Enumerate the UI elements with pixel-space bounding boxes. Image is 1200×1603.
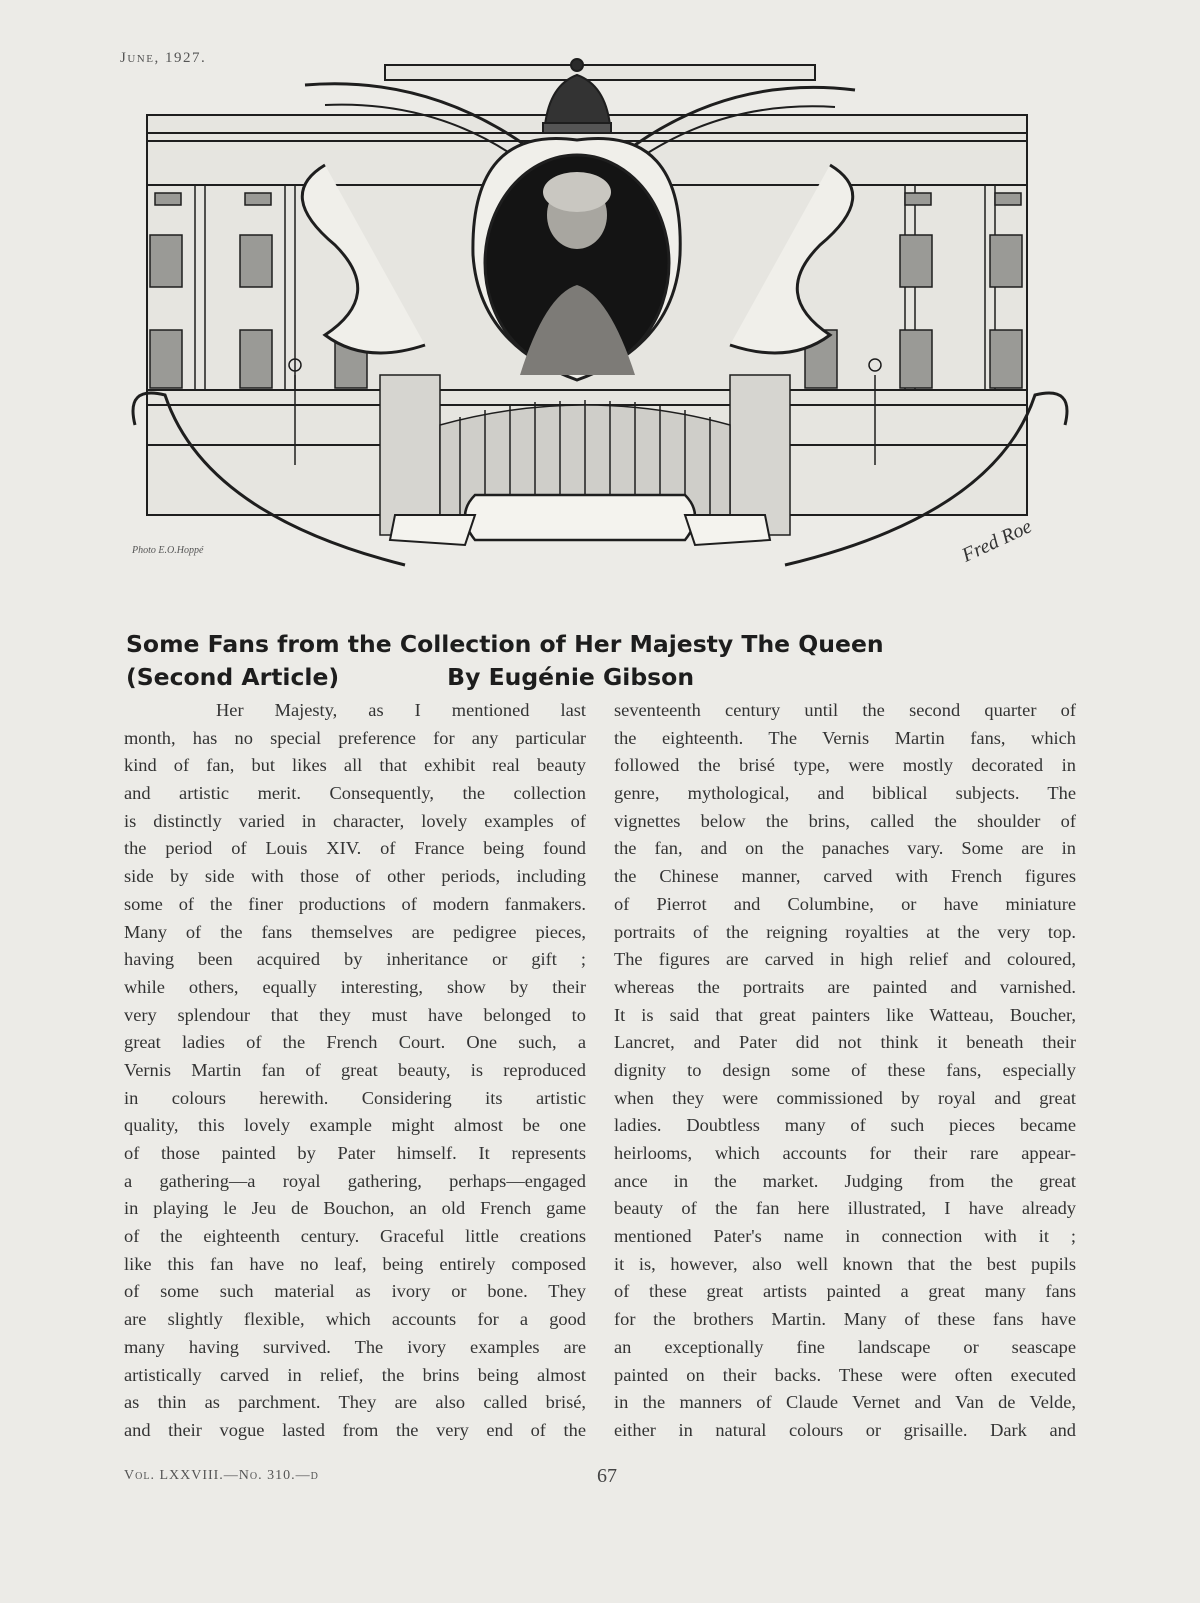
- text-line: when they were commissioned by royal and great: [614, 1087, 1076, 1108]
- article-headline: [126, 628, 1086, 694]
- text-line: side by side with those of other periods, including: [124, 866, 586, 887]
- article-subtitle: (Second Article): [126, 663, 340, 691]
- text-line: a gathering—a royal gathering, perhaps—engaged: [124, 1170, 586, 1191]
- text-line: mentioned Pater's name in connection with it ;: [614, 1226, 1076, 1247]
- text-line: beauty of the fan here illustrated, I have already: [614, 1198, 1076, 1219]
- text-line: for the brothers Martin. Many of these fans have: [614, 1309, 1076, 1330]
- text-line: the Chinese manner, carved with French figures: [614, 866, 1076, 887]
- text-line: vignettes below the brins, called the shoulder of: [614, 810, 1076, 831]
- text-line: Many of the fans themselves are pedigree pieces,: [124, 921, 586, 942]
- text-line: great ladies of the French Court. One such, a: [124, 1032, 586, 1053]
- article-byline: By Eugénie Gibson: [447, 663, 695, 691]
- left-column: [124, 697, 586, 1445]
- palace-illustration: [125, 45, 1075, 585]
- text-line: some of the finer productions of modern fanmakers.: [124, 893, 586, 914]
- text-line: It is said that great painters like Watteau, Boucher,: [614, 1004, 1076, 1025]
- text-line: whereas the portraits are painted and varnished.: [614, 976, 1076, 997]
- text-line: of those painted by Pater himself. It represents: [124, 1143, 586, 1163]
- text-line: and artistic merit. Consequently, the collection: [124, 783, 586, 804]
- text-line: heirlooms, which accounts for their rare appear-: [614, 1143, 1076, 1163]
- article-title: Some Fans from the Collection of Her Majesty The Queen: [126, 630, 884, 658]
- text-line: the fan, and on the panaches vary. Some are in: [614, 838, 1076, 859]
- text-line: an exceptionally fine landscape or seascape: [614, 1336, 1076, 1357]
- text-line: of the eighteenth century. Graceful little creations: [124, 1226, 586, 1247]
- text-line: dignity to design some of these fans, especially: [614, 1059, 1076, 1080]
- text-line: ance in the market. Judging from the great: [614, 1170, 1076, 1191]
- text-line: followed the brisé type, were mostly decorated in: [614, 755, 1076, 776]
- text-line: quality, this lovely example might almost be one: [124, 1115, 586, 1136]
- text-line: Lancret, and Pater did not think it beneath their: [614, 1032, 1076, 1053]
- palace-drawing: [125, 45, 1075, 585]
- text-line: of Pierrot and Columbine, or have miniature: [614, 893, 1076, 914]
- volume-footer: Vol. LXXVIII.—No. 310.—d: [124, 1468, 319, 1483]
- text-line: and their vogue lasted from the very end of the: [124, 1419, 586, 1440]
- text-line: seventeenth century until the second quarter of: [614, 700, 1076, 720]
- text-line: of some such material as ivory or bone. They: [124, 1281, 586, 1302]
- page-number: 67: [597, 1465, 617, 1487]
- text-line: painted on their backs. These were often executed: [614, 1364, 1076, 1385]
- text-line: genre, mythological, and biblical subjects. The: [614, 783, 1076, 804]
- text-line: in colours herewith. Considering its artistic: [124, 1087, 586, 1108]
- text-line: portraits of the reigning royalties at the very top.: [614, 921, 1076, 942]
- text-line: as thin as parchment. They are also called brisé,: [124, 1392, 586, 1413]
- text-line: the eighteenth. The Vernis Martin fans, which: [614, 727, 1076, 748]
- text-line: artistically carved in relief, the brins being almost: [124, 1364, 586, 1385]
- text-line: Vernis Martin fan of great beauty, is reproduced: [124, 1059, 586, 1080]
- text-line: kind of fan, but likes all that exhibit real beauty: [124, 755, 586, 776]
- text-line: it is, however, also well known that the best pupils: [614, 1253, 1076, 1274]
- text-line: very splendour that they must have belonged to: [124, 1004, 586, 1025]
- text-line: in the manners of Claude Vernet and Van de Velde,: [614, 1392, 1076, 1413]
- text-line: many having survived. The ivory examples are: [124, 1336, 586, 1357]
- text-line: The figures are carved in high relief and coloured,: [614, 949, 1076, 970]
- text-line: having been acquired by inheritance or gift ;: [124, 949, 586, 970]
- text-line: Her Majesty, as I mentioned last: [216, 700, 586, 720]
- text-line: in playing le Jeu de Bouchon, an old French game: [124, 1198, 586, 1219]
- text-line: either in natural colours or grisaille. Dark and: [614, 1419, 1076, 1440]
- text-line: ladies. Doubtless many of such pieces became: [614, 1115, 1076, 1136]
- text-line: month, has no special preference for any particular: [124, 727, 586, 748]
- date-line: June, 1927.: [120, 50, 207, 66]
- right-column: [614, 697, 1076, 1445]
- text-line: while others, equally interesting, show by their: [124, 976, 586, 997]
- text-line: like this fan have no leaf, being entirely composed: [124, 1253, 586, 1274]
- text-line: is distinctly varied in character, lovely examples of: [124, 810, 586, 831]
- artist-signature: Fred Roe: [958, 515, 1036, 567]
- photo-credit: Photo E.O.Hoppé: [132, 545, 204, 556]
- text-line: the period of Louis XIV. of France being found: [124, 838, 586, 859]
- text-line: of these great artists painted a great many fans: [614, 1281, 1076, 1302]
- text-line: are slightly flexible, which accounts for a good: [124, 1309, 586, 1330]
